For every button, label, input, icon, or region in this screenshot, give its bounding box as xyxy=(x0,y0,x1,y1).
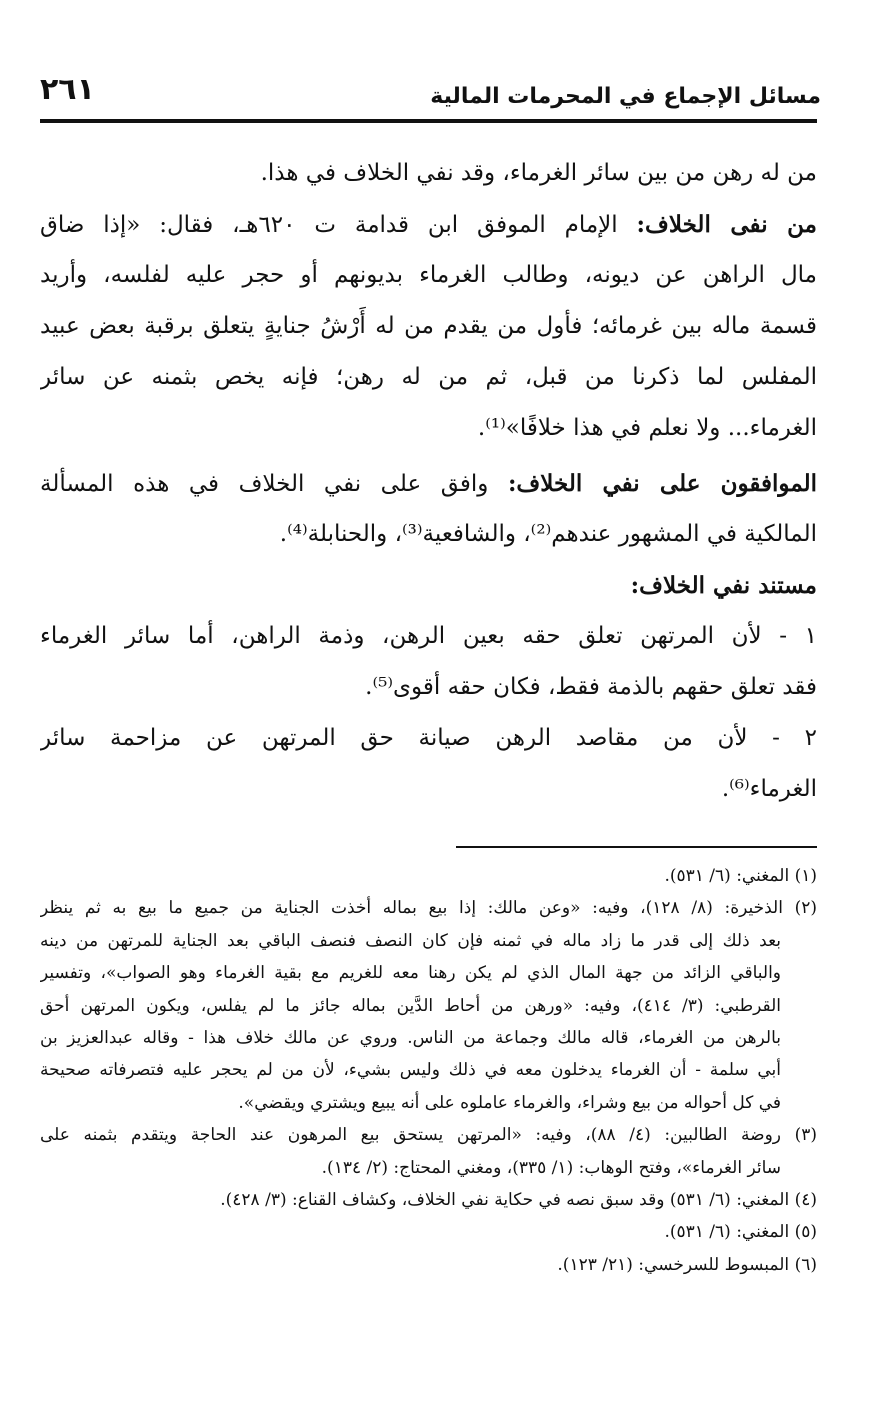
body-line: ١ - لأن المرتهن تعلق حقه بعين الرهن، وذمة الراهن، أما سائر الغرماء xyxy=(40,623,817,649)
body-line: المالكية في المشهور عندهم⁽²⁾، والشافعية⁽³⁾، والحنابلة⁽⁴⁾. xyxy=(279,521,817,547)
footnote-number: (٥) xyxy=(794,1222,817,1243)
body-line: ٢ - لأن من مقاصد الرهن صيانة حق المرتهن عن مزاحمة سائر xyxy=(40,725,817,751)
body-line: الغرماء⁽⁶⁾. xyxy=(721,776,817,802)
footnote-text: القرطبي: (٣/ ٤١٤)، وفيه: «ورهن من أحاط الدَّين بماله جائز ما لم يفلس، ويكون المرتهن أحق xyxy=(40,995,781,1016)
body-line: الغرماء... ولا نعلم في هذا خلافًا»⁽¹⁾. xyxy=(477,415,817,441)
page-header xyxy=(40,72,821,122)
footnote-text: بالرهن من الغرماء، قاله مالك وجماعة من الناس. وروي عن مالك خلاف هذا - وقاله عبدالعزيز بن xyxy=(40,1027,781,1048)
section-label-basis: مستند نفي الخلاف: xyxy=(630,572,817,599)
body-line xyxy=(40,458,817,509)
footnote-3 xyxy=(40,1119,817,1151)
body-line xyxy=(40,199,817,250)
footnotes xyxy=(40,860,817,1281)
header-rule xyxy=(40,119,817,123)
main-text xyxy=(40,148,817,815)
section-label-agreeing: الموافقون على نفي الخلاف: xyxy=(507,470,817,497)
footnote-text: الذخيرة: (٨/ ١٢٨)، وفيه: «وعن مالك: إذا بيع بماله أخذت الجناية من جميع ما بيع به ثم ينظر xyxy=(40,898,783,919)
footnote-separator xyxy=(456,846,817,848)
footnote-text: أبي سلمة - أن الغرماء يدخلون معه في ذلك وليس بشيء، لأن من لم يحجر عليه فتصرفاته صحيحة xyxy=(40,1060,781,1081)
page-number: ٢٦١ xyxy=(40,72,95,107)
footnote-text: سائر الغرماء»، وفتح الوهاب: (١/ ٣٣٥)، ومغني المحتاج: (٢/ ١٣٤). xyxy=(321,1157,781,1178)
footnote-text: والباقي الزائد من جهة المال الذي لم يكن رهنا معه للغريم مع بقية الغرماء وهو الصواب»، وتفسير xyxy=(40,963,781,984)
body-line: المفلس لما ذكرنا من قبل، ثم من له رهن؛ فإنه يخص بثمنه عن سائر xyxy=(40,364,817,390)
footnote-6 xyxy=(40,1249,817,1281)
body-line: مال الراهن عن ديونه، وطالب الغرماء بديونهم أو حجر عليه لفلسه، وأريد xyxy=(40,262,817,288)
footnote-2 xyxy=(40,892,817,924)
footnote-number: (٤) xyxy=(794,1189,817,1210)
body-line: فقد تعلق حقهم بالذمة فقط، فكان حقه أقوى⁽⁵⁾. xyxy=(365,674,817,700)
footnote-number: (٢) xyxy=(794,898,817,919)
footnote-number: (١) xyxy=(794,866,817,886)
footnote-number: (٣) xyxy=(794,1125,817,1146)
footnote-text: روضة الطالبين: (٤/ ٨٨)، وفيه: «المرتهن يستحق بيع المرهون عند الحاجة ويتقدم بثمنه على xyxy=(40,1125,781,1146)
body-line: قسمة ماله بين غرمائه؛ فأول من يقدم من له أَرْشُ جنايةٍ يتعلق برقبة بعض عبيد xyxy=(40,313,817,339)
footnote-text: بعد ذلك إلى قدر ما زاد ماله في ثمنه فإن كان النصف فنصف الباقي بعد الجناية للمرتهن من دينه xyxy=(40,930,781,951)
running-head-title: مسائل الإجماع في المحرمات المالية xyxy=(430,84,821,109)
body-line-text: وافق على نفي الخلاف في هذه المسألة xyxy=(40,471,489,497)
footnote-number: (٦) xyxy=(794,1254,817,1275)
footnote-text: المغني: (٦/ ٥٣١). xyxy=(664,866,790,886)
footnote-1 xyxy=(40,860,817,892)
body-line: من له رهن من بين سائر الغرماء، وقد نفي الخلاف في هذا. xyxy=(260,160,817,186)
body-line-text: الإمام الموفق ابن قدامة ت ٦٢٠هـ، فقال: «إذا ضاق xyxy=(40,212,618,238)
footnote-text: المبسوط للسرخسي: (٢١/ ١٢٣). xyxy=(557,1254,790,1275)
footnote-text: المغني: (٦/ ٥٣١) وقد سبق نصه في حكاية نفي الخلاف، وكشاف القناع: (٣/ ٤٢٨). xyxy=(220,1189,790,1210)
section-label-who-denied: من نفى الخلاف: xyxy=(636,211,817,238)
footnote-4 xyxy=(40,1184,817,1216)
footnote-5 xyxy=(40,1216,817,1248)
footnote-text: المغني: (٦/ ٥٣١). xyxy=(664,1222,790,1243)
footnote-text: في كل أحواله من بيع وشراء، والغرماء عاملوه على أنه يبيع ويشتري ويقضي». xyxy=(238,1092,781,1113)
